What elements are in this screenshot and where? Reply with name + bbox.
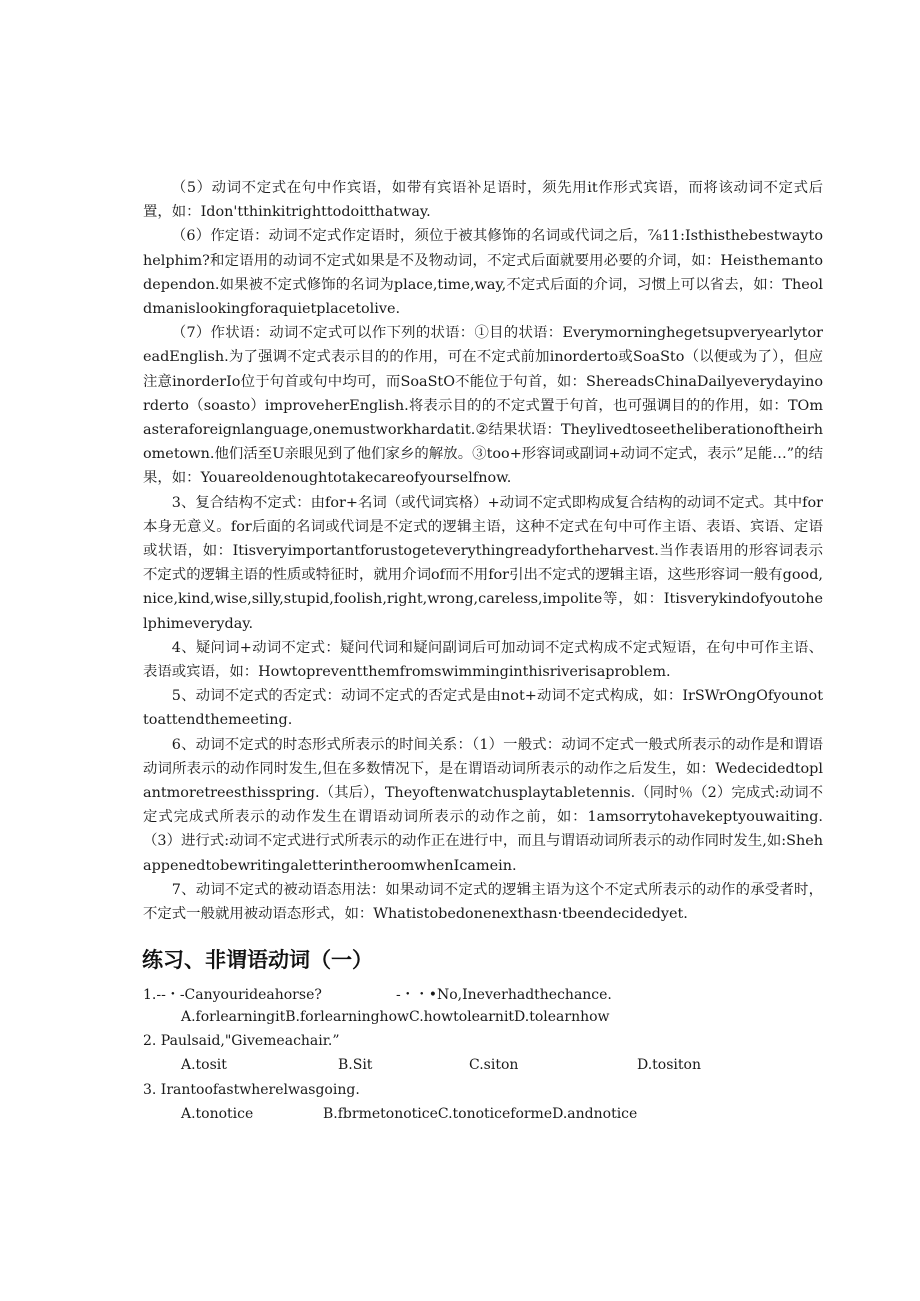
paragraph-infinitive-passive: 7、动词不定式的被动语态用法：如果动词不定式的逻辑主语为这个不定式所表示的动作的承受者时，不定式一般就用被动语态形式，如：Whatistobedonenexthasn·tbeendecidedyet. (143, 881, 823, 923)
question-2-option-c: C.siton (469, 1057, 519, 1073)
paragraph-infinitive-adverbial: （7）作状语：动词不定式可以作下列的状语：①目的状语：EverymorninghegetsupveryearlytoreadEnglish.为了强调不定式表示目的的作用，可在不定式前加inorderto或SoaSto（以便或为了），但应注意inorderIo位于句首或句中均可，而SoaStO不能位于句首，如：ShereadsChinaDailyeverydayinorderto（soasto）improveherEnglish.将表示目的的不定式置于句首，也可强调目的的作用，如：TOmasteraforeignlanguage,onemustworkhardatit.②结果状语：Theylivedtoseetheliberationoftheirhometown.他们活至U亲眼见到了他们家乡的解放。③too+形容词或副词+动词不定式，表示”足能…”的结果，如：Youareoldenoughtotakecareofyourselfnow. (143, 325, 823, 487)
question-3-option-a: A.tonotice (181, 1106, 254, 1122)
question-1-stem: 1.--・-Canyourideahorse? (143, 987, 322, 1003)
question-3-stem: 3. Irantoofastwherelwasgoing. (143, 1082, 360, 1098)
exercise-section-title: 练习、非谓语动词（一） (142, 948, 373, 972)
question-1-answer-prompt: -・・•No,Ineverhadthechance. (396, 987, 612, 1003)
paragraph-infinitive-object: （5）动词不定式在句中作宾语，如带有宾语补足语时，须先用it作形式宾语，而将该动词不定式后置，如：Idon'tthinkitrighttodoitthatway. (143, 180, 823, 221)
question-3-option-bcd: B.fbrmetonoticeC.tonoticeformeD.andnotice (323, 1106, 638, 1122)
question-2-option-a: A.tosit (181, 1057, 227, 1073)
paragraph-infinitive-tense: 6、动词不定式的时态形式所表示的时间关系：（1）一般式：动词不定式一般式所表示的动作是和谓语动词所表示的动作同时发生,但在多数情况下，是在谓语动词所表示的动作之后发生，如：Wedecidedtoplantmoretreesthisspring.（其后），Theyoftenwatchusplaytabletennis.（同时％（2）完成式:动词不定式完成式所表示的动作发生在谓语动词所表示的动作之前，如：1amsorrytohavekeptyouwaiting.（3）进行式:动词不定式进行式所表示的动作正在进行中，而且与谓语动词所表示的动作同时发生,如:ShehappenedtobewritingaletterintheroomwhenIcamein. (143, 736, 823, 874)
paragraph-compound-infinitive: 3、复合结构不定式：由for+名词（或代词宾格）+动词不定式即构成复合结构的动词不定式。其中for本身无意义。for后面的名词或代词是不定式的逻辑主语，这种不定式在句中可作主语、表语、宾语、定语或状语，如：Itisveryimportantforustogeteverythingreadyfortheharvest.当作表语用的形容词表示不定式的逻辑主语的性质或特征时，就用介词of而不用for引出不定式的逻辑主语，这些形容词一般有good,nice,kind,wise,silly,stupid,foolish,right,wrong,careless,impolite等，如：Itisverykindofyoutohelphimeveryday. (143, 494, 823, 632)
paragraph-infinitive-attribute: （6）作定语：动词不定式作定语时，须位于被其修饰的名词或代词之后，⅞11:Isthisthebestwaytohelphim?和定语用的动词不定式如果是不及物动词，不定式后面就要用必要的介词，如：Heisthemantodependon.如果被不定式修饰的名词为place,time,way,不定式后面的介词，习惯上可以省去，如：Theoldmanislookingforaquietplacetolive. (143, 228, 823, 318)
paragraph-negative-infinitive: 5、动词不定式的否定式：动词不定式的否定式是由not+动词不定式构成，如：IrSWrOngOfyounottoattendthemeeting. (143, 688, 823, 729)
question-2-option-b: B.Sit (338, 1057, 373, 1073)
paragraph-question-word-infinitive: 4、疑问词+动词不定式：疑问代词和疑问副词后可加动词不定式构成不定式短语，在句中可作主语、表语或宾语，如：Howtopreventthemfromswimminginthisriverisaproblem. (143, 639, 823, 681)
question-1-option-line: A.forlearningitB.forlearninghowC.howtolearnitD.tolearnhow (181, 1009, 610, 1025)
question-2-stem: 2. Paulsaid,"Givemeachair.” (143, 1033, 340, 1049)
question-2-option-d: D.tositon (637, 1057, 701, 1073)
grammar-notes (143, 176, 823, 926)
